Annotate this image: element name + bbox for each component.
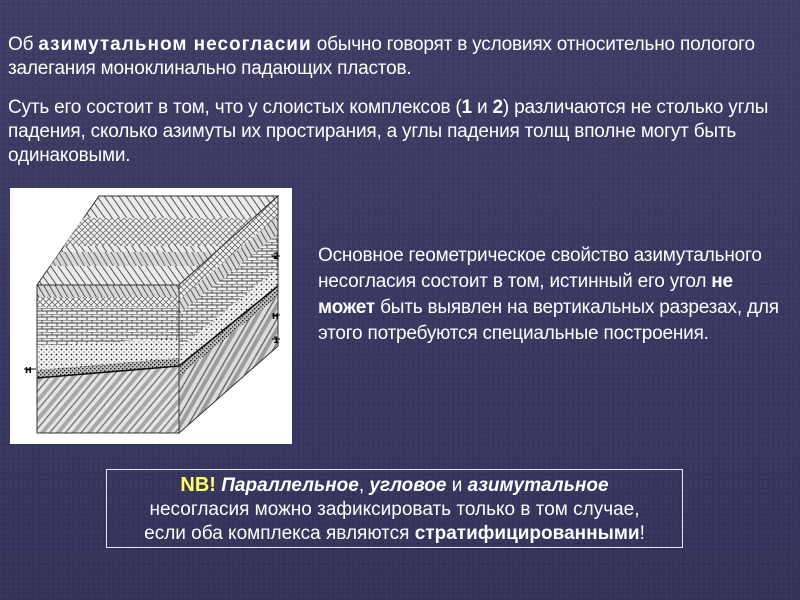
nb-line-1	[107, 473, 682, 498]
top-face-band-2	[50, 252, 228, 266]
property-end: быть выявлен на вертикальных разрезах, для этого потребуются специальные построения.	[318, 297, 779, 344]
nb-sep-1: ,	[358, 475, 370, 496]
complex-number-1: 1	[461, 97, 472, 118]
nb-term-angular: угловое	[369, 475, 447, 496]
label-complex-1: 1	[273, 336, 280, 346]
nb-line-3-start: если оба комплекса являются	[144, 523, 415, 544]
property-start: Основное геометрическое свойство азимутального несогласия состоит в том, истинный его угол	[318, 245, 762, 292]
intro-paragraph-2	[8, 96, 788, 168]
nb-label: NB!	[180, 474, 216, 496]
nb-term-stratified: стратифицированными	[414, 523, 640, 544]
label-h-left: H	[25, 366, 32, 375]
nb-term-azimuthal: азимутальное	[467, 475, 609, 496]
block-diagram-figure	[10, 188, 292, 444]
intro-p2-start: Суть его состоит в том, что у слоистых комплексов (	[8, 97, 462, 118]
complex-number-2: 2	[492, 97, 503, 118]
label-complex-2: 2	[273, 252, 280, 262]
block-diagram-svg	[10, 188, 292, 444]
intro-p1-end: обычно говорят в условиях относительно пологого залегания моноклинально падающих пластов.	[8, 34, 755, 79]
nb-note-box	[106, 469, 683, 548]
nb-line-2: несогласия можно зафиксировать только в том случае,	[149, 499, 640, 520]
property-paragraph	[318, 243, 788, 347]
property-emphasis: не может	[318, 271, 733, 318]
nb-line-3	[107, 522, 682, 546]
intro-p1-start: Об	[8, 34, 39, 55]
block-front-face	[37, 285, 179, 433]
label-h-right: H	[272, 312, 279, 321]
intro-p2-end: ) различаются не столько углы падения, сколько азимуты их простирания, а углы падения толщ вполне могут быть одинаковыми.	[8, 97, 769, 166]
nb-sep-2: и	[446, 475, 468, 496]
nb-term-parallel: Параллельное	[221, 475, 359, 496]
nb-line-3-end: !	[639, 523, 645, 544]
intro-p2-and: и	[471, 97, 493, 118]
term-azimuthal-unconformity: азимутальном несогласии	[38, 34, 312, 55]
intro-paragraph-1	[8, 33, 788, 81]
